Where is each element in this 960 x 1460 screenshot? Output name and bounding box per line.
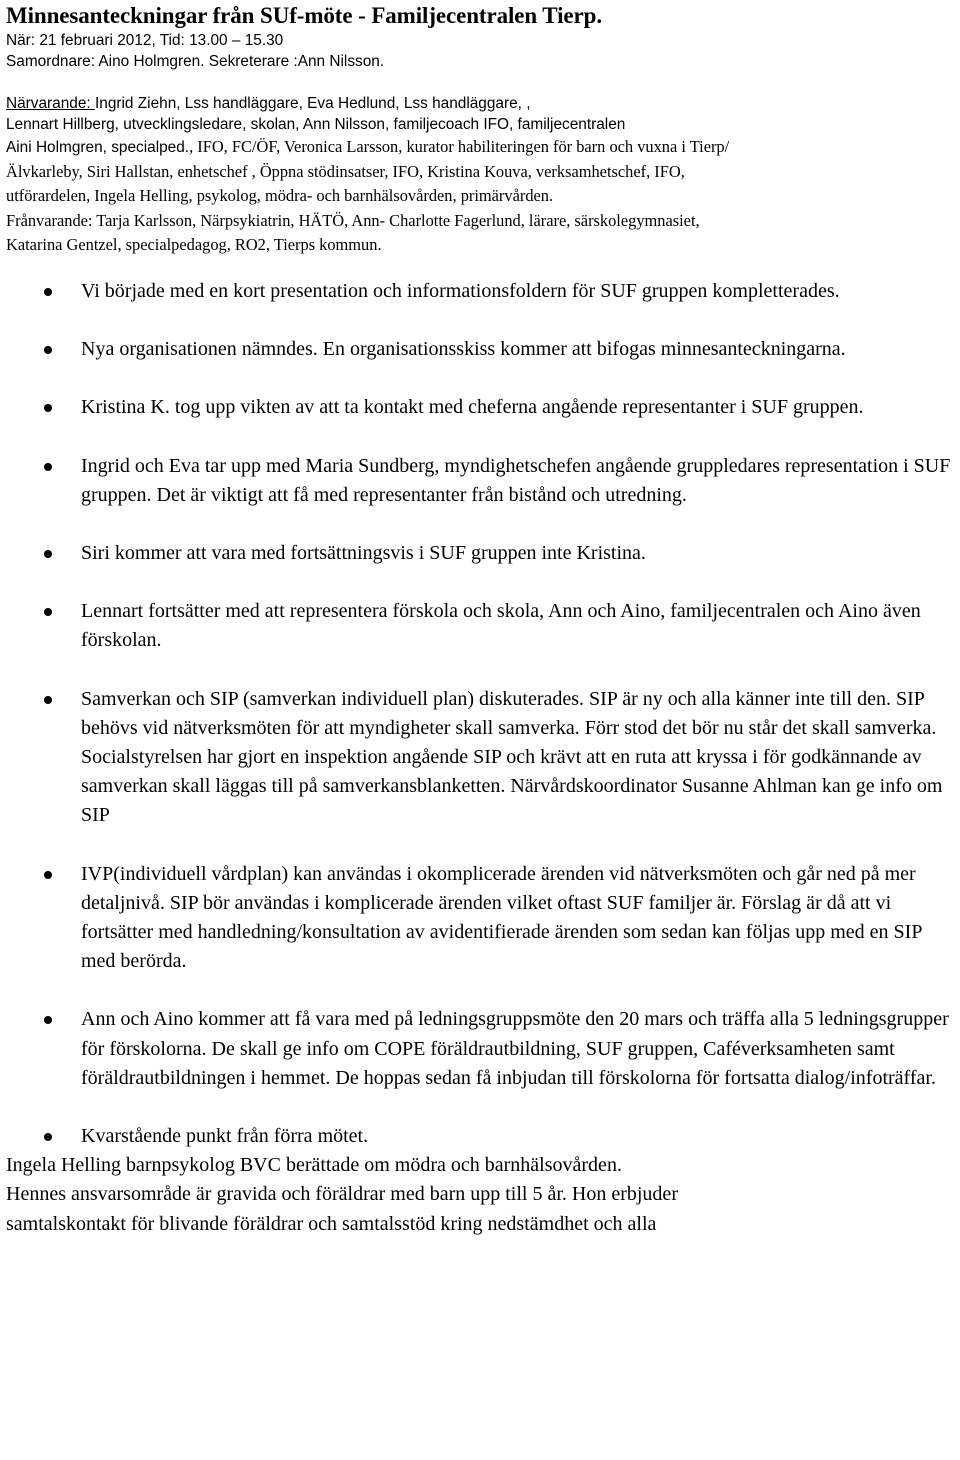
list-item bbox=[6, 539, 958, 568]
list-item-text: IVP(individuell vårdplan) kan användas i okomplicerade ärenden vid nätverksmöten och går ned på mer detaljnivå. SIP bör användas i komplicerade ärenden vilket oftast SUF familjer är. Förslag är då att vi fortsätter med handledning/konsultation av avidentifierade ärenden som sedan kan följas upp med en SIP med berörda. bbox=[81, 862, 922, 973]
closing-line-1: Ingela Helling barnpsykolog BVC berättade om mödra och barnhälsovården. bbox=[6, 1154, 622, 1177]
list-item bbox=[6, 597, 958, 655]
bullet-list bbox=[6, 277, 958, 1151]
list-item bbox=[6, 860, 958, 977]
bullet-dot bbox=[44, 696, 52, 704]
meeting-when: När: 21 februari 2012, Tid: 13.00 – 15.30 bbox=[6, 32, 284, 49]
bullet-dot bbox=[44, 463, 52, 471]
list-item bbox=[6, 277, 958, 306]
present-line-1 bbox=[6, 93, 958, 114]
list-item bbox=[6, 1005, 958, 1093]
list-item-text: Ingrid och Eva tar upp med Maria Sundberg, myndighetschefen angående gruppledares representation i SUF gruppen. Det är viktigt att få med representanter från bistånd och utredning. bbox=[81, 454, 951, 506]
list-item-text: Ann och Aino kommer att få vara med på ledningsgruppsmöte den 20 mars och träffa alla 5 ledningsgrupper för förskolorna. De skall ge info om COPE föräldrautbildning, SUF gruppen, Caféverksamheten samt föräldrautbildningen i hemmet. De hoppas sedan få inbjudan till förskolorna för fortsatta dialog/infoträffar. bbox=[81, 1008, 949, 1089]
meeting-roles: Samordnare: Aino Holmgren. Sekreterare :Ann Nilsson. bbox=[6, 53, 385, 70]
absent-line-2: Katarina Gentzel, specialpedagog, RO2, Tierps kommun. bbox=[6, 235, 382, 255]
list-item-text: Siri kommer att vara med fortsättningsvis i SUF gruppen inte Kristina. bbox=[81, 541, 646, 564]
document-page bbox=[6, 0, 958, 1239]
list-item-text: Kristina K. tog upp vikten av att ta kontakt med cheferna angående representanter i SUF gruppen. bbox=[81, 396, 864, 419]
list-item-text: Lennart fortsätter med att representera förskola och skola, Ann och Aino, familjecentralen och Aino även förskolan. bbox=[81, 600, 921, 652]
bullet-dot bbox=[44, 608, 52, 616]
present-label: Närvarande: bbox=[6, 95, 95, 112]
list-item bbox=[6, 685, 958, 831]
list-item bbox=[6, 452, 958, 510]
list-item bbox=[6, 335, 958, 364]
present-line-3 bbox=[6, 135, 958, 160]
closing-line-3: samtalskontakt för blivande föräldrar och samtalsstöd kring nedstämdhet och alla bbox=[6, 1212, 657, 1235]
attendance-block bbox=[6, 93, 958, 258]
absent-line-1: Frånvarande: Tarja Karlsson, Närpsykiatrin, HÄTÖ, Ann- Charlotte Fagerlund, lärare, särskolegymnasiet, bbox=[6, 210, 700, 230]
list-item-text: Samverkan och SIP (samverkan individuell plan) diskuterades. SIP är ny och alla känner inte till den. SIP behövs vid nätverksmöten för att myndigheter skall samverka. Förr stod det bör nu står det skall samverka. Socialstyrelsen har gjort en inspektion angående SIP och krävt att en ruta att kryssa i för godkännande av samverkan skall läggas till på samverkansblanketten. Närvårdskoordinator Susanne Ahlman kan ge info om SIP bbox=[81, 687, 943, 827]
present-line-5: utförardelen, Ingela Helling, psykolog, mödra- och barnhälsovården, primärvården. bbox=[6, 186, 554, 206]
bullet-dot bbox=[44, 346, 52, 354]
list-item-text: Kvarstående punkt från förra mötet. bbox=[81, 1125, 369, 1148]
bullet-dot bbox=[44, 1133, 52, 1141]
spacer bbox=[6, 72, 958, 93]
list-item-text: Nya organisationen nämndes. En organisationsskiss kommer att bifogas minnesanteckningarna. bbox=[81, 338, 846, 361]
bullet-dot bbox=[44, 871, 52, 879]
present-line-3-start: Aini Holmgren, specialped. bbox=[6, 139, 190, 156]
list-item bbox=[6, 1122, 958, 1151]
present-line-4: Älvkarleby, Siri Hallstan, enhetschef , Öppna stödinsatser, IFO, Kristina Kouva, verksamhetschef, IFO, bbox=[6, 161, 685, 181]
bullet-dot bbox=[44, 550, 52, 558]
present-line-2: Lennart Hillberg, utvecklingsledare, skolan, Ann Nilsson, familjecoach IFO, familjecentralen bbox=[6, 116, 626, 133]
bullet-dot bbox=[44, 288, 52, 296]
list-item bbox=[6, 393, 958, 422]
bullet-dot bbox=[44, 1016, 52, 1024]
document-title: Minnesanteckningar från SUf-möte - Familjecentralen Tierp. bbox=[6, 3, 602, 28]
list-item-text: Vi började med en kort presentation och informationsfoldern för SUF gruppen kompletterades. bbox=[81, 279, 840, 302]
closing-line-2: Hennes ansvarsområde är gravida och föräldrar med barn upp till 5 år. Hon erbjuder bbox=[6, 1183, 678, 1206]
bullet-dot bbox=[44, 404, 52, 412]
present-names-1: Ingrid Ziehn, Lss handläggare, Eva Hedlund, Lss handläggare, , bbox=[94, 95, 531, 112]
present-line-3-end: , IFO, FC/ÖF, Veronica Larsson, kurator habiliteringen för barn och vuxna i Tierp/ bbox=[189, 137, 730, 156]
